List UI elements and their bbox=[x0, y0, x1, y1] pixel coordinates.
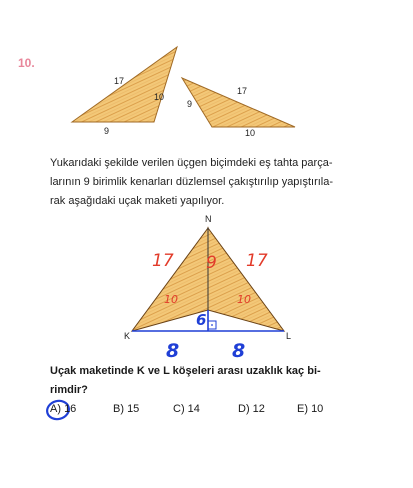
choice-value: 16 bbox=[64, 403, 77, 415]
left-triangle-side-17: 17 bbox=[114, 76, 125, 86]
choice-letter: A) bbox=[50, 403, 61, 415]
choice-value: 14 bbox=[187, 403, 200, 415]
handwritten-right-10: 10 bbox=[237, 293, 251, 306]
choice-d[interactable] bbox=[238, 403, 265, 415]
handwritten-left-10: 10 bbox=[164, 293, 178, 306]
choice-a[interactable] bbox=[50, 403, 76, 415]
vertex-l-label: L bbox=[286, 331, 292, 341]
choice-b[interactable] bbox=[113, 403, 139, 415]
right-triangle-side-9: 9 bbox=[187, 99, 193, 109]
wood-triangle-left bbox=[72, 47, 177, 122]
choice-e[interactable] bbox=[297, 403, 323, 415]
handwritten-bottom-right-8: 8 bbox=[232, 340, 246, 362]
vertex-n-label: N bbox=[205, 214, 212, 224]
left-triangle-side-10: 10 bbox=[154, 92, 165, 102]
choice-letter: E) bbox=[297, 403, 308, 415]
problem-line: Yukarıdaki şekilde verilen üçgen biçimdeki eş tahta parça- bbox=[50, 157, 333, 169]
question-line: Uçak maketinde K ve L köşeleri arası uzaklık kaç bi- bbox=[50, 365, 321, 377]
choice-letter: B) bbox=[113, 403, 124, 415]
handwritten-middle-9: 9 bbox=[206, 253, 217, 273]
vertex-k-label: K bbox=[124, 331, 131, 341]
right-triangle-side-10: 10 bbox=[245, 128, 256, 138]
choice-value: 15 bbox=[127, 403, 140, 415]
problem-line: rak aşağıdaki uçak maketi yapılıyor. bbox=[50, 195, 225, 207]
choice-value: 12 bbox=[252, 403, 265, 415]
choice-value: 10 bbox=[311, 403, 324, 415]
handwritten-height-6: 6 bbox=[196, 311, 207, 329]
choice-letter: C) bbox=[173, 403, 185, 415]
choice-c[interactable] bbox=[173, 403, 200, 415]
question-number: 10. bbox=[18, 56, 35, 70]
left-triangle-side-9: 9 bbox=[104, 126, 110, 136]
handwritten-bottom-left-8: 8 bbox=[166, 340, 180, 362]
problem-line: larının 9 birimlik kenarları düzlemsel çakıştırılıp yapıştırıla- bbox=[50, 176, 334, 188]
question-text bbox=[50, 362, 380, 400]
handwritten-left-17: 17 bbox=[152, 251, 174, 271]
choice-letter: D) bbox=[238, 403, 250, 415]
right-triangle-side-17: 17 bbox=[237, 86, 248, 96]
handwritten-right-17: 17 bbox=[246, 251, 268, 271]
problem-text bbox=[50, 154, 380, 211]
question-line: rimdir? bbox=[50, 384, 88, 396]
